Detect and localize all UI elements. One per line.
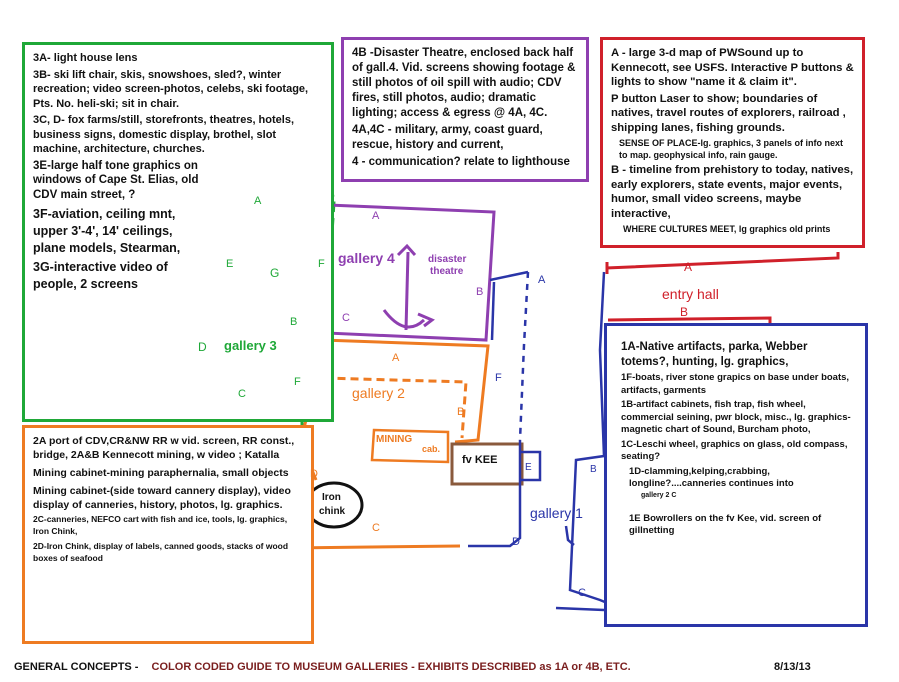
legend-entry-cultures: WHERE CULTURES MEET, lg graphics old prints — [623, 224, 831, 234]
mining-cab-label-2: cab. — [422, 444, 441, 454]
mining-cab-label-1: MINING — [376, 434, 413, 445]
legend-3g: 3G-interactive video of people, 2 screens — [33, 260, 168, 291]
marker-3f-2: F — [294, 376, 301, 388]
disaster-theatre-label-2: theatre — [430, 266, 464, 277]
disaster-theatre-label-1: disaster — [428, 254, 467, 265]
legend-2c: 2C-canneries, NEFCO cart with fish and ice, tools, lg. graphics, Iron Chink, — [33, 514, 288, 536]
marker-3f-1: F — [318, 258, 325, 270]
gallery2-label: gallery 2 — [352, 385, 405, 401]
legend-3cd: 3C, D- fox farms/still, storefronts, theatres, hotels, business signs, domestic display, brothel, slot machine, architecture, churches. — [33, 114, 295, 155]
legend-3b: 3B- ski lift chair, skis, snowshoes, sled?, winter recreation; video screen-photos, celebs, ski footage, Pts. No. heli-ski; sit in chair. — [33, 68, 309, 110]
legend-2a: 2A port of CDV,CR&NW RR w vid. screen, RR const., bridge, 2A&B Kennecott mining, w video ; Katalla — [33, 435, 295, 461]
legend-entry-a: A - large 3-d map of PWSound up to Kennecott, see USFS. Interactive P buttons & lights to show "name it & claim it". — [611, 47, 854, 88]
entry-hall-legend — [600, 37, 865, 248]
gallery1-legend — [604, 323, 868, 627]
footer-label: GENERAL CONCEPTS - — [14, 661, 139, 673]
marker-2b: B — [457, 406, 465, 418]
marker-1f: F — [495, 372, 502, 384]
legend-1b: 1B-artifact cabinets, fish trap, fish wheel, commercial seining, pwr block, misc., lg. graphics-magnetic chart of Sound, Burcham photo, — [621, 399, 851, 435]
legend-3e: 3E-large half tone graphics on windows of Cape St. Elias, old CDV main street, ? — [33, 159, 199, 201]
marker-2c: C — [372, 522, 380, 534]
gallery4-legend — [341, 37, 589, 182]
legend-entry-sense: SENSE OF PLACE-lg. graphics, 3 panels of info next to map. geophysical info, rain gauge. — [619, 138, 844, 160]
marker-1d: D — [512, 536, 520, 548]
legend-entry-p: P button Laser to show; boundaries of natives, travel routes of explorers, railroad , shipping lanes, fishing grounds. — [611, 92, 846, 134]
legend-4: 4 - communication? relate to lighthouse — [352, 156, 570, 168]
marker-4b: B — [476, 286, 484, 298]
footer-date: 8/13/13 — [774, 661, 811, 673]
marker-4a: A — [372, 210, 380, 222]
footer — [14, 661, 811, 673]
marker-1c: C — [578, 587, 586, 599]
marker-entry-a: A — [684, 260, 693, 274]
marker-2a: A — [392, 352, 400, 364]
marker-1e: E — [525, 462, 532, 473]
marker-3b: B — [290, 316, 298, 328]
marker-3d: D — [198, 340, 207, 354]
marker-1a: A — [538, 274, 546, 286]
marker-3e: E — [226, 258, 234, 270]
gallery1-label: gallery 1 — [530, 505, 583, 521]
legend-1c: 1C-Leschi wheel, graphics on glass, old compass, seating? — [621, 438, 848, 462]
marker-entry-b: B — [680, 305, 689, 319]
legend-1a: 1A-Native artifacts, parka, Webber totems?, hunting, lg. graphics, — [621, 341, 808, 368]
gallery3-legend — [22, 42, 334, 422]
legend-2d: 2D-Iron Chink, display of labels, canned goods, stacks of wood boxes of seafood — [33, 541, 289, 563]
legend-1d-gallery2c: gallery 2 C — [641, 491, 677, 499]
marker-1b: B — [590, 464, 597, 475]
legend-4b: 4B -Disaster Theatre, enclosed back half of gall.4. Vid. screens showing footage & still photos of oil spill with audio; CDV fires, still photos, audio; dramatic lighting; access & egress @ 4A, 4C. — [352, 47, 576, 119]
legend-1f: 1F-boats, river stone grapics on base under boats, artifacts, garments — [621, 372, 850, 396]
gallery4-walls — [326, 205, 494, 340]
legend-3f: 3F-aviation, ceiling mnt, upper 3'-4', 14' ceilings, plane models, Stearman, — [33, 207, 181, 255]
legend-1e: 1E Bowrollers on the fv Kee, vid. screen of gillnetting — [629, 512, 822, 536]
gallery3-label: gallery 3 — [224, 338, 277, 353]
gallery1-walls — [468, 272, 612, 610]
iron-chink-circle — [306, 483, 362, 527]
legend-mining2: Mining cabinet-(side toward cannery display), video display of canneries, history, photos, lg. graphics. — [33, 485, 291, 511]
marker-3c: C — [238, 388, 246, 400]
footer-title: COLOR CODED GUIDE TO MUSEUM GALLERIES - EXHIBITS DESCRIBED as 1A or 4B, ETC. — [151, 661, 631, 673]
marker-3a: A — [254, 195, 262, 207]
legend-mining1: Mining cabinet-mining paraphernalia, small objects — [33, 467, 289, 479]
gallery2-legend — [22, 425, 314, 644]
gallery4-label: gallery 4 — [338, 250, 395, 266]
marker-3g: G — [270, 266, 280, 280]
fv-kee-label: fv KEE — [462, 454, 498, 466]
iron-chink-label-2: chink — [319, 506, 346, 517]
marker-4c: C — [342, 312, 350, 324]
legend-3a: 3A- light house lens — [33, 52, 138, 64]
iron-chink-label-1: Iron — [322, 492, 341, 503]
legend-entry-b: B - timeline from prehistory to today, natives, early explorers, state events, major events, humor, small video screens, maybe interactive, — [611, 164, 854, 220]
marker-2d: D — [310, 468, 318, 480]
entry-hall-walls — [606, 252, 838, 326]
legend-4ac: 4A,4C - military, army, coast guard, rescue, history and current, — [352, 124, 543, 151]
legend-1d: 1D-clamming,kelping,crabbing, longline?....canneries continues into — [629, 465, 794, 489]
entry-hall-label: entry hall — [662, 286, 719, 302]
